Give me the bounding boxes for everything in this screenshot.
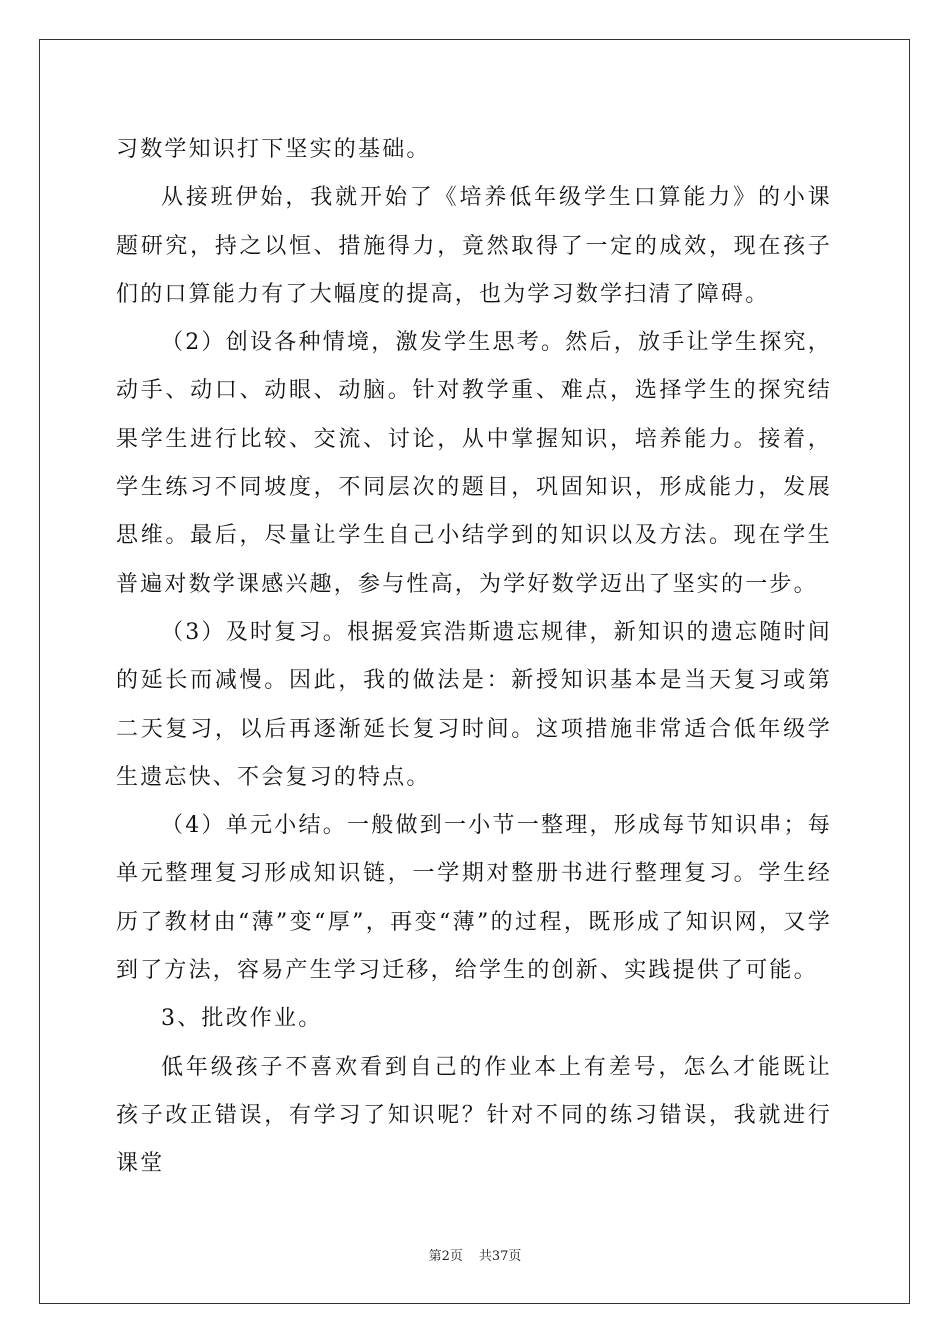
page-footer <box>0 1245 950 1264</box>
page-number: 第2页 <box>428 1249 463 1264</box>
paragraph: 低年级孩子不喜欢看到自己的作业本上有差号，怎么才能既让孩子改正错误，有学习了知识呢？针对不同的练习错误，我就进行课堂 <box>116 1054 832 1177</box>
paragraph: （3）及时复习。根据爱宾浩斯遗忘规律，新知识的遗忘随时间的延长而减慢。因此，我的做法是：新授知识基本是当天复习或第二天复习，以后再逐渐延长复习时间。这项措施非常适合低年级学生遗忘快、不会复习的特点。 <box>116 619 832 790</box>
paragraph: （2）创设各种情境，激发学生思考。然后，放手让学生探究，动手、动口、动眼、动脑。针对教学重、难点，选择学生的探究结果学生进行比较、交流、讨论，从中掌握知识，培养能力。接着，学生练习不同坡度，不同层次的题目，巩固知识，形成能力，发展思维。最后，尽量让学生自己小结学到的知识以及方法。现在学生普遍对数学课感兴趣，参与性高，为学好数学迈出了坚实的一步。 <box>116 330 832 597</box>
paragraph: 从接班伊始，我就开始了《培养低年级学生口算能力》的小课题研究，持之以恒、措施得力，竟然取得了一定的成效，现在孩子们的口算能力有了大幅度的提高，也为学习数学扫清了障碍。 <box>116 185 832 307</box>
document-body <box>116 126 832 1189</box>
paragraph: （4）单元小结。一般做到一小节一整理，形成每节知识串；每单元整理复习形成知识链，一学期对整册书进行整理复习。学生经历了教材由“薄”变“厚”，再变“薄”的过程，既形成了知识网，又学到了方法，容易产生学习迁移，给学生的创新、实践提供了可能。 <box>116 813 832 984</box>
page-total: 共37页 <box>478 1249 522 1264</box>
paragraph: 习数学知识打下坚实的基础。 <box>116 137 431 162</box>
paragraph: 3、批改作业。 <box>161 1006 323 1032</box>
